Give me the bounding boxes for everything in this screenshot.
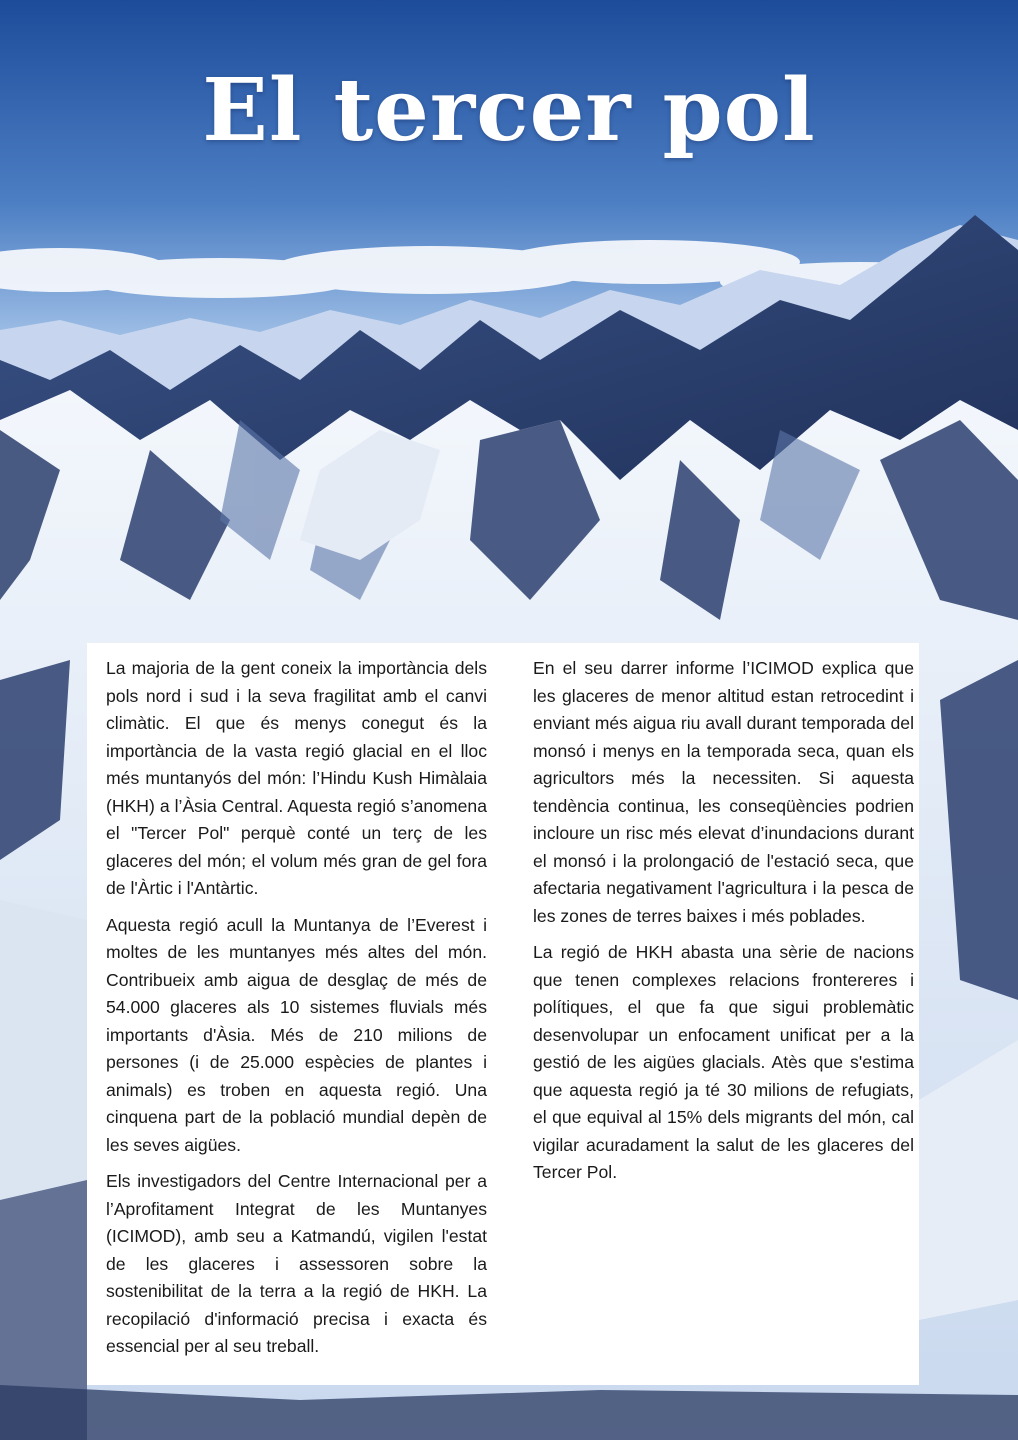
bottom-rocks: [0, 1385, 1018, 1440]
article-panel: [87, 643, 919, 1385]
paragraph: La majoria de la gent coneix la importància dels pols nord i sud i la seva fragilitat amb el canvi climàtic. El que és menys conegut és la importància de la vasta regió glacial en el lloc més muntanyós del món: l’Hindu Kush Himàlaia (HKH) a l’Àsia Central. Aquesta regió s’anomena el "Tercer Pol" perquè conté un terç de les glaceres del món; el volum més gran de gel fora de l'Àrtic i l'Antàrtic.: [106, 658, 487, 898]
paragraph: Aquesta regió acull la Muntanya de l’Everest i moltes de les muntanyes més altes del món. Contribueix amb aigua de desglaç de més de 54.000 glaceres als 10 sistemes fluvials més importants d'Àsia. Més de 210 milions de persones (i de 25.000 espècies de plantes i animals) es troben en aquesta regió. Una cinquena part de la població mundial depèn de les seves aigües.: [106, 914, 487, 1155]
article-right-column: [533, 655, 914, 1196]
paragraph: En el seu darrer informe l’ICIMOD explica que les glaceres de menor altitud estan retrocedint i enviant més aigua riu avall durant temporada del monsó i menys en la temporada seca, quan els agricultors més la necessiten. Si aquesta tendència continua, les conseqüències podrien incloure un risc més elevat d’inundacions durant el monsó i la prolongació de l'estació seca, que afectaria negativament l'agricultura i la pesca de les zones de terres baixes i més poblades.: [533, 658, 914, 926]
article-left-column: [106, 655, 487, 1370]
page-title: El tercer pol: [202, 60, 816, 161]
paragraph: Els investigadors del Centre Internacional per a l’Aprofitament Integrat de les Muntanyes (ICIMOD), amb seu a Katmandú, vigilen l'estat de les glaceres i assessoren sobre la sostenibilitat de la terra a la regió de HKH. La recopilació d'informació precisa i exacta és essencial per al seu treball.: [106, 1171, 487, 1356]
paragraph: La regió de HKH abasta una sèrie de nacions que tenen complexes relacions frontereres i polítiques, el que fa que sigui problemàtic desenvolupar un enfocament unificat per a la gestió de les aigües glacials. Atès que s'estima que aquesta regió ja té 30 milions de refugiats, el que equival al 15% dels migrants del món, cal vigilar acuradament la salut de les glaceres del Tercer Pol.: [533, 942, 914, 1182]
